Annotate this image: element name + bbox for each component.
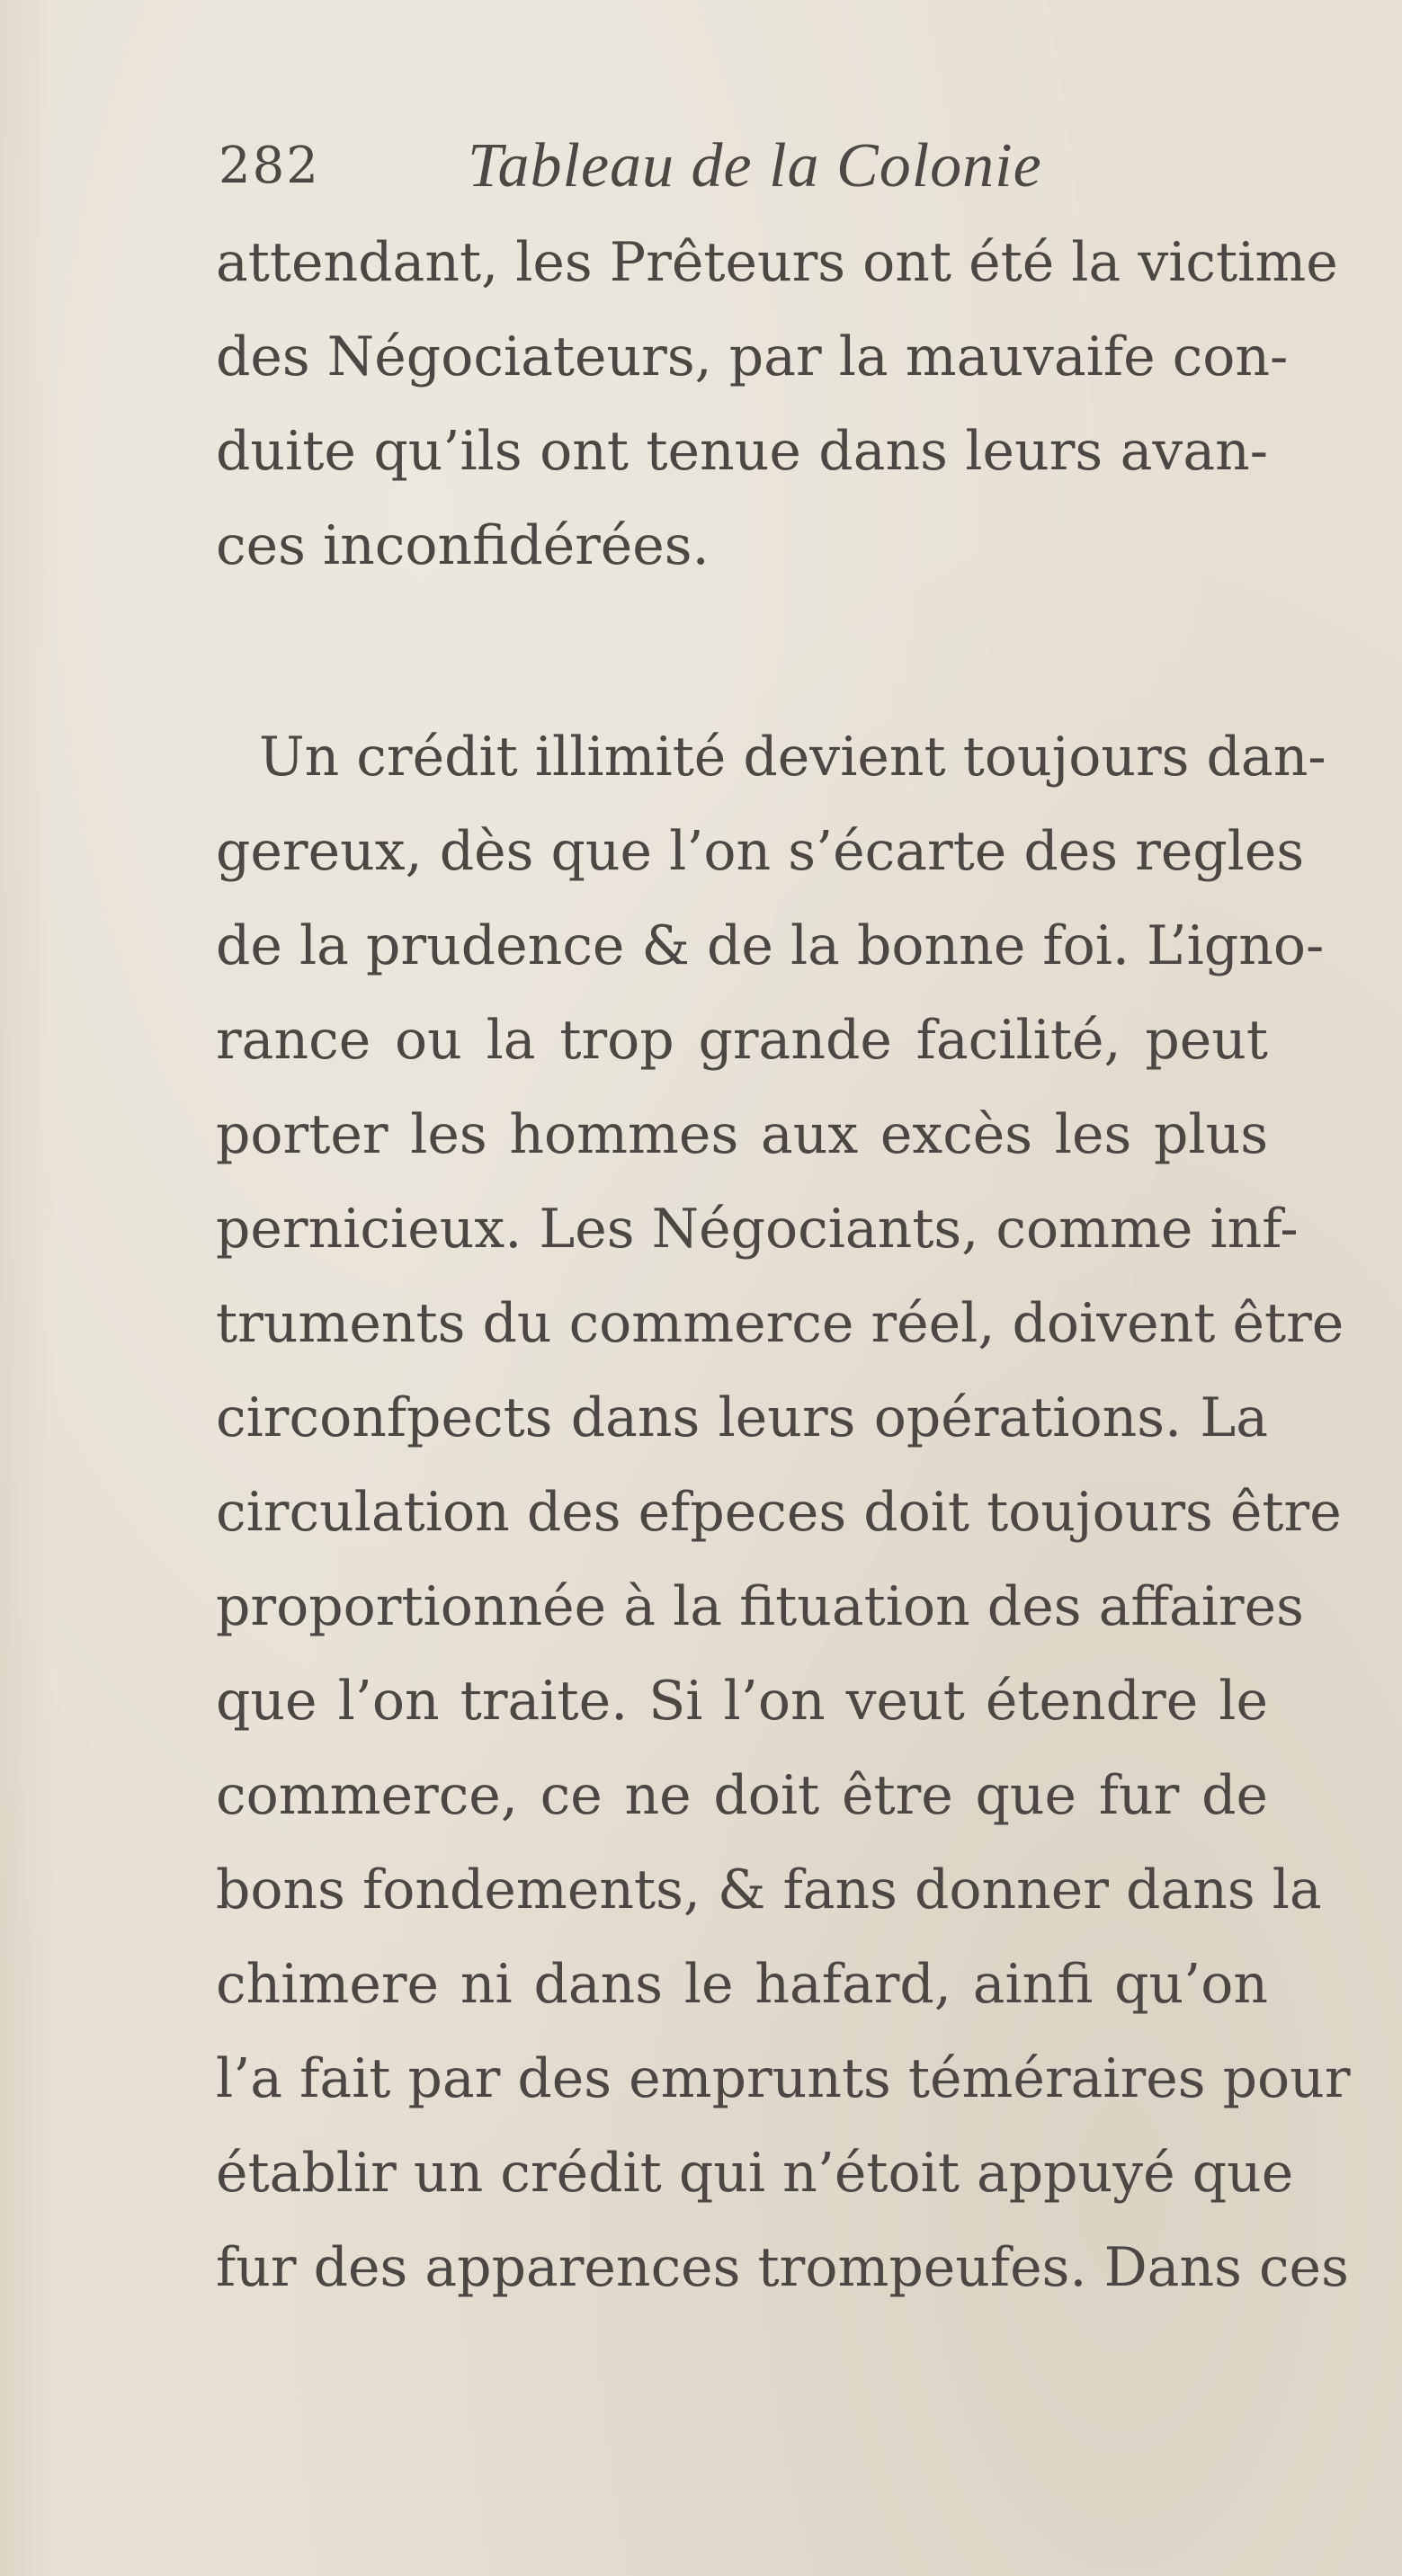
text-line: que l’on traite. Si l’on veut étendre le [216,1670,1268,1733]
text-line: l’a fait par des emprunts téméraires pour [216,2047,1351,2110]
text-line: ces inconfidérées. [216,514,710,577]
text-line: truments du commerce réel, doivent être [216,1292,1344,1355]
text-line: duite qu’ils ont tenue dans leurs avan- [216,420,1268,483]
paragraph [216,216,1338,593]
body-text [216,216,1351,2315]
paragraph-gap [216,593,1268,710]
text-line: chimere ni dans le hafard, ainfi qu’on [216,1953,1268,2016]
text-line: Un crédit illimité devient toujours dan- [259,726,1326,789]
text-line: proportionnée à la fituation des affaires [216,1575,1304,1638]
text-line: porter les hommes aux excès les plus [216,1103,1268,1166]
text-line: fur des apparences trompeufes. Dans ces [216,2236,1349,2299]
text-line: commerce, ce ne doit être que fur de [216,1764,1268,1827]
text-line: bons fondements, & fans donner dans la [216,1858,1322,1921]
text-line: circonfpects dans leurs opérations. La [216,1386,1268,1449]
running-title: Tableau de la Colonie [468,131,1042,201]
text-line: des Négociateurs, par la mauvaife con- [216,325,1289,388]
text-line: de la prudence & de la bonne foi. L’igno- [216,914,1325,977]
text-line: attendant, les Prêteurs ont été la victime [216,231,1338,294]
text-line: pernicieux. Les Négociants, comme inf- [216,1198,1299,1261]
text-line: gereux, dès que l’on s’écarte des regles [216,820,1305,883]
text-line: circulation des efpeces doit toujours être [216,1481,1342,1544]
page-header [0,117,1402,216]
text-line: rance ou la trop grande facilité, peut [216,1009,1268,1072]
text-line: établir un crédit qui n’étoit appuyé que [216,2142,1294,2205]
page-number: 282 [219,137,320,195]
paragraph [216,710,1351,2315]
